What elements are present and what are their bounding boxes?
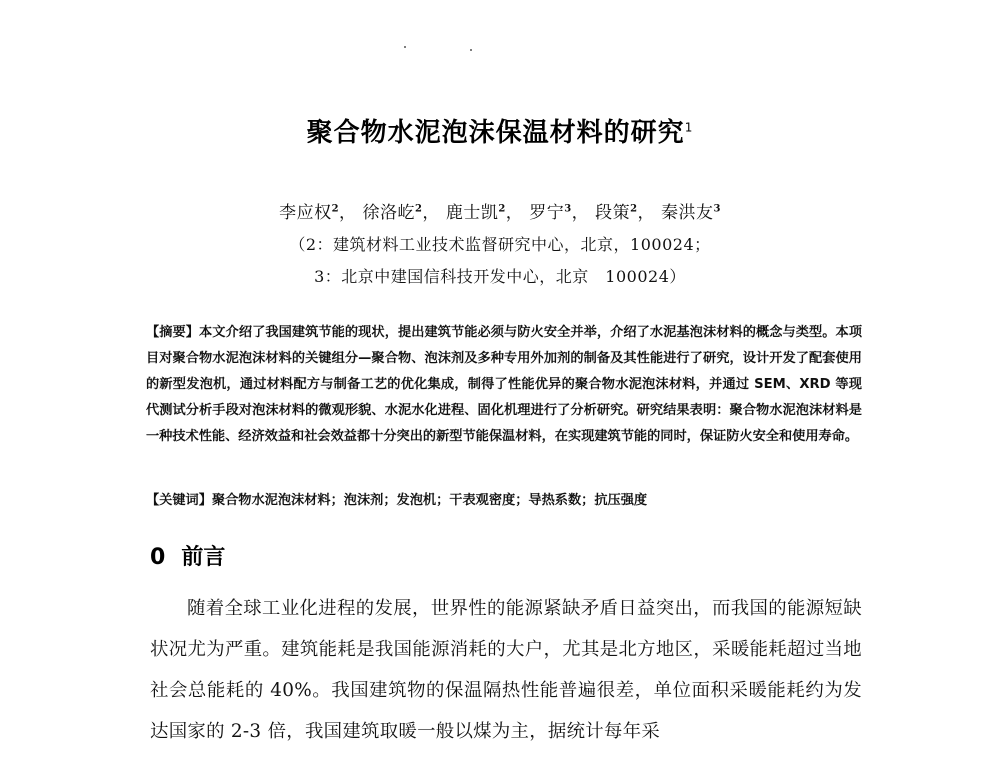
affiliation-line-1: （2：建筑材料工业技术监督研究中心，北京，100024；: [289, 235, 711, 254]
author-name: 徐洛屹: [362, 203, 415, 223]
author-name: 鹿士凯: [445, 203, 499, 223]
author-affiliation-mark: 3: [713, 203, 721, 215]
keywords-label: 【关键词】: [146, 493, 212, 508]
keywords: [146, 490, 862, 512]
author-affiliation-mark: 2: [414, 203, 423, 215]
section-number: 0: [150, 545, 166, 570]
author-name: 罗宁: [529, 203, 565, 223]
author-affiliation-mark: 3: [564, 203, 572, 215]
author-name: 李应权: [279, 203, 332, 223]
section-title: 前言: [181, 545, 226, 570]
author-list: 李应权$^2$， 徐洛屹$^2$， 鹿士凯$^2$， 罗宁$^3$， 段策$^2$， 秦洪友$^3$: [279, 203, 721, 223]
author-name: 秦洪友: [660, 203, 714, 223]
keywords-text: 聚合物水泥泡沫材料；泡沫剂；发泡机；干表观密度；导热系数；抗压强度: [211, 493, 648, 508]
scan-speck: [470, 49, 472, 51]
title-footnote-mark: 1: [684, 120, 694, 135]
author-affiliation-mark: 2: [498, 203, 506, 215]
abstract: [146, 320, 862, 450]
paper-title-text: 聚合物水泥泡沫保温材料的研究: [306, 118, 685, 148]
affiliation-line-2: 3：北京中建国信科技开发中心，北京 100024）: [314, 267, 686, 286]
body-paragraph: 随着全球工业化进程的发展，世界性的能源紧缺矛盾日益突出，而我国的能源短缺状况尤为严重。建筑能耗是我国能源消耗的大户，尤其是北方地区，采暖能耗超过当地社会总能耗的 40%。我国建筑物的保温隔热性能普遍很差，单位面积采暖能耗约为发达国家的 2-3 倍，我国建筑取暖一般以煤为主，据统计每年采: [150, 598, 862, 742]
author-name: 段策: [595, 203, 631, 223]
scan-speck: [404, 46, 406, 48]
paper-title: [0, 112, 1000, 149]
author-affiliation-mark: 2: [331, 203, 340, 215]
abstract-label: 【摘要】: [146, 325, 200, 340]
abstract-text: 本文介绍了我国建筑节能的现状，提出建筑节能必须与防火安全并举，介绍了水泥基泡沫材料的概念与类型。本项目对聚合物水泥泡沫材料的关键组分—聚合物、泡沫剂及多种专用外加剂的制备及其性能进行了研究，设计开发了配套使用的新型发泡机，通过材料配方与制备工艺的优化集成，制得了性能优异的聚合物水泥泡沫材料，并通过 SEM、XRD 等现代测试分析手段对泡沫材料的微观形貌、水泥水化进程、固化机理进行了分析研究。研究结果表明：聚合物水泥泡沫材料是一种技术性能、经济效益和社会效益都十分突出的新型节能保温材料，在实现建筑节能的同时，保证防火安全和使用寿命。: [146, 325, 862, 444]
section-heading: [150, 540, 225, 571]
author-affiliation-mark: 2: [630, 203, 638, 215]
